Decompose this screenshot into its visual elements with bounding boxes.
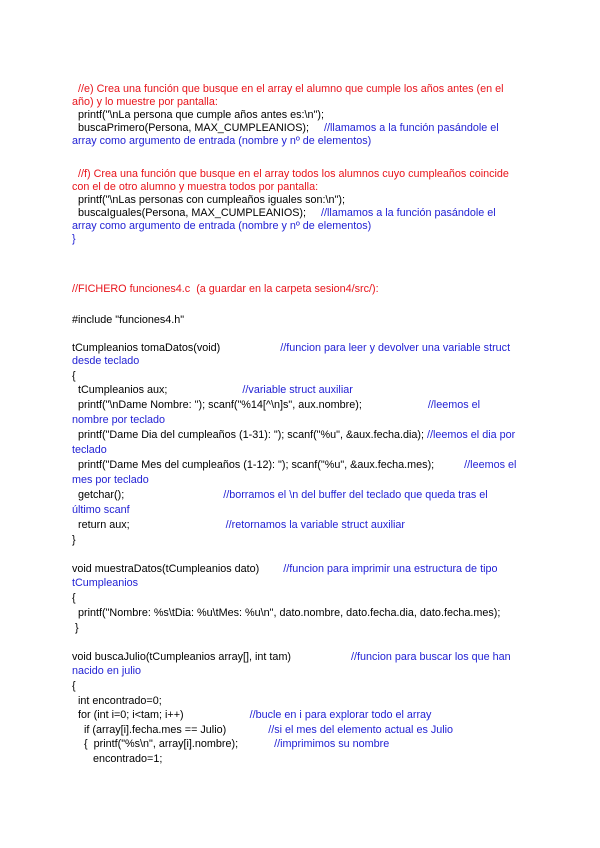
code-comment: //llamamos a la función pasándole el <box>324 122 499 134</box>
text-line <box>72 459 516 472</box>
code-comment: //bucle en i para explorar todo el array <box>249 709 432 721</box>
code-text: printf("Nombre: %s\tDia: %u\tMes: %u\n", dato.nombre, dato.fecha.dia, dato.fecha.mes); <box>72 607 501 619</box>
code-text: printf("\nLa persona que cumple años antes es:\n"); <box>72 109 324 121</box>
code-comment: desde teclado <box>72 355 140 367</box>
code-text: #include "funciones4.h" <box>72 314 185 326</box>
code-comment: //si el mes del elemento actual es Julio <box>268 724 454 736</box>
code-comment: teclado <box>72 444 107 456</box>
text-line <box>72 414 165 427</box>
text-line <box>72 181 318 194</box>
code-text: if (array[i].fecha.mes == Julio) <box>72 724 269 736</box>
code-comment: //imprimimos su nombre <box>274 738 390 750</box>
section-comment: //f) Crea una función que busque en el array todos los alumnos cuyo cumpleaños coincide <box>72 168 509 180</box>
code-text: printf("\nDame Nombre: "); scanf("%14[^\n]s", aux.nombre); <box>72 399 428 411</box>
text-line <box>72 283 379 296</box>
code-comment: último scanf <box>72 504 130 516</box>
text-line <box>72 109 324 122</box>
code-text: void buscaJulio(tCumpleanios array[], int tam) <box>72 651 352 663</box>
text-line <box>72 709 431 722</box>
code-text: { <box>72 680 76 692</box>
code-text: } <box>72 622 79 634</box>
code-text: buscaPrimero(Persona, MAX_CUMPLEANIOS); <box>72 122 325 134</box>
text-line <box>72 168 509 181</box>
code-comment: array como argumento de entrada (nombre y nº de elementos) <box>72 135 372 147</box>
code-comment: } <box>72 233 76 245</box>
code-text: return aux; <box>72 519 226 531</box>
code-comment: //leemos el <box>464 459 517 471</box>
text-line <box>72 314 184 327</box>
text-line <box>72 355 139 368</box>
text-line <box>72 429 515 442</box>
text-line <box>72 474 149 487</box>
code-comment: //borramos el \n del buffer del teclado que queda tras el <box>223 489 488 501</box>
text-line <box>72 651 511 664</box>
code-comment: //funcion para buscar los que han <box>351 651 511 663</box>
text-line <box>72 135 371 148</box>
text-line <box>72 607 500 620</box>
text-line <box>72 489 488 502</box>
text-line <box>72 563 497 576</box>
text-line <box>72 342 510 355</box>
text-line <box>72 444 107 457</box>
section-comment: con el de otro alumno y muestra todos por pantalla: <box>72 181 319 193</box>
text-line <box>72 83 504 96</box>
code-text: tCumpleanios aux; <box>72 384 243 396</box>
code-comment: //llamamos a la función pasándole el <box>321 207 496 219</box>
code-comment: nombre por teclado <box>72 414 166 426</box>
code-text: encontrado=1; <box>72 753 163 765</box>
code-comment: mes por teclado <box>72 474 149 486</box>
code-comment: //leemos el <box>427 399 481 411</box>
text-line <box>72 220 371 233</box>
code-text: buscaIguales(Persona, MAX_CUMPLEANIOS); <box>72 207 322 219</box>
code-text: getchar(); <box>72 489 224 501</box>
code-text: void muestraDatos(tCumpleanios dato) <box>72 563 284 575</box>
code-comment: //funcion para leer y devolver una variable struct <box>280 342 511 354</box>
text-line <box>72 519 405 532</box>
text-line <box>72 753 162 766</box>
code-text: printf("\nLas personas con cumpleaños iguales son:\n"); <box>72 194 345 206</box>
code-text: tCumpleanios tomaDatos(void) <box>72 342 281 354</box>
text-line <box>72 622 79 635</box>
code-comment: //funcion para imprimir una estructura de tipo <box>283 563 498 575</box>
text-line <box>72 680 76 693</box>
code-comment: //leemos el dia por <box>426 429 516 441</box>
section-comment: año) y lo muestre por pantalla: <box>72 96 218 108</box>
code-text: for (int i=0; i<tam; i++) <box>72 709 250 721</box>
code-comment: nacido en julio <box>72 665 142 677</box>
code-comment: tCumpleanios <box>72 577 139 589</box>
text-line <box>72 592 76 605</box>
text-line <box>72 384 353 397</box>
text-line <box>72 534 76 547</box>
text-line <box>72 399 480 412</box>
code-text: { printf("%s\n", array[i].nombre); <box>72 738 275 750</box>
text-line <box>72 665 141 678</box>
text-line <box>72 207 496 220</box>
text-line <box>72 504 130 517</box>
text-line <box>72 695 162 708</box>
code-text: } <box>72 534 76 546</box>
code-text: printf("Dame Dia del cumpleaños (1-31): "); scanf("%u", &aux.fecha.dia); <box>72 429 427 441</box>
code-comment: //variable struct auxiliar <box>242 384 353 396</box>
text-line <box>72 194 345 207</box>
text-line <box>72 233 76 246</box>
text-line <box>72 370 76 383</box>
code-comment: //retornamos la variable struct auxiliar <box>225 519 406 531</box>
text-line <box>72 96 218 109</box>
text-line <box>72 724 453 737</box>
section-comment: //FICHERO funciones4.c (a guardar en la carpeta sesion4/src/): <box>72 283 379 295</box>
code-text: int encontrado=0; <box>72 695 162 707</box>
text-line <box>72 738 389 751</box>
text-line <box>72 577 138 590</box>
code-text: printf("Dame Mes del cumpleaños (1-12): "); scanf("%u", &aux.fecha.mes); <box>72 459 465 471</box>
section-comment: //e) Crea una función que busque en el array el alumno que cumple los años antes (en el <box>72 83 504 95</box>
code-text: { <box>72 592 76 604</box>
code-comment: array como argumento de entrada (nombre y nº de elementos) <box>72 220 372 232</box>
code-text: { <box>72 370 76 382</box>
text-line <box>72 122 499 135</box>
